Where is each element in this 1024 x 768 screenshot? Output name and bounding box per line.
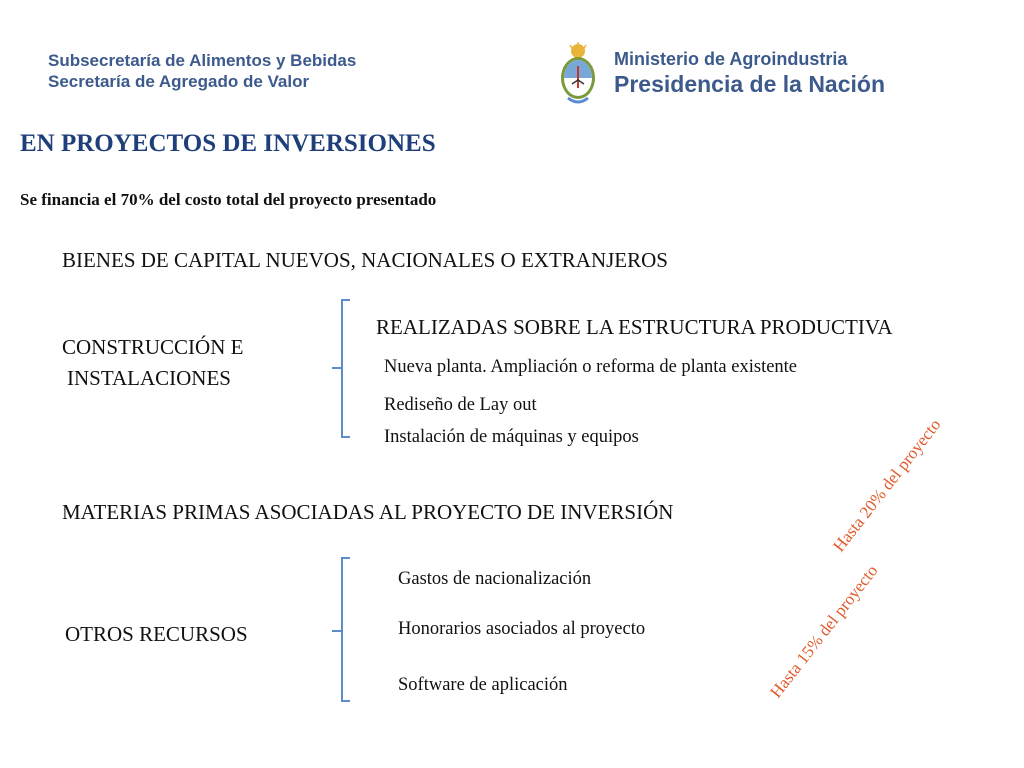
secretaria-name: Secretaría de Agregado de Valor: [48, 72, 310, 91]
ministerio-logo-text: [614, 48, 885, 98]
materias-primas-heading: MATERIAS PRIMAS ASOCIADAS AL PROYECTO DE INVERSIÓN: [62, 500, 674, 524]
presidencia-name: Presidencia de la Nación: [614, 71, 886, 97]
construccion-item-1: Nueva planta. Ampliación o reforma de planta existente: [384, 357, 798, 377]
argentina-coat-of-arms-icon: [556, 42, 600, 108]
construccion-item-2: Rediseño de Lay out: [384, 395, 537, 415]
otros-recursos-label: OTROS RECURSOS: [65, 622, 248, 646]
bienes-de-capital-heading: BIENES DE CAPITAL NUEVOS, NACIONALES O EXTRANJEROS: [62, 248, 668, 272]
construccion-label-line2: INSTALACIONES: [67, 366, 231, 390]
otros-recursos-bracket: [330, 556, 354, 704]
construccion-item-3: Instalación de máquinas y equipos: [384, 427, 639, 447]
page-subtitle: Se financia el 70% del costo total del proyecto presentado: [20, 190, 437, 209]
subsecretaria-logo-text: [48, 50, 356, 92]
otros-item-1: Gastos de nacionalización: [398, 569, 592, 589]
page-title: EN PROYECTOS DE INVERSIONES: [20, 130, 436, 157]
otros-item-2: Honorarios asociados al proyecto: [398, 619, 646, 639]
ministerio-name: Ministerio de Agroindustria: [614, 49, 848, 69]
construccion-heading: REALIZADAS SOBRE LA ESTRUCTURA PRODUCTIVA: [376, 315, 893, 339]
construccion-label-line1: CONSTRUCCIÓN E: [62, 335, 244, 359]
construccion-bracket: [330, 298, 354, 440]
hasta-15-note: Hasta 15% del proyecto: [766, 561, 882, 702]
otros-item-3: Software de aplicación: [398, 675, 568, 695]
subsecretaria-name: Subsecretaría de Alimentos y Bebidas: [48, 51, 357, 70]
hasta-20-note: Hasta 20% del proyecto: [829, 415, 945, 556]
